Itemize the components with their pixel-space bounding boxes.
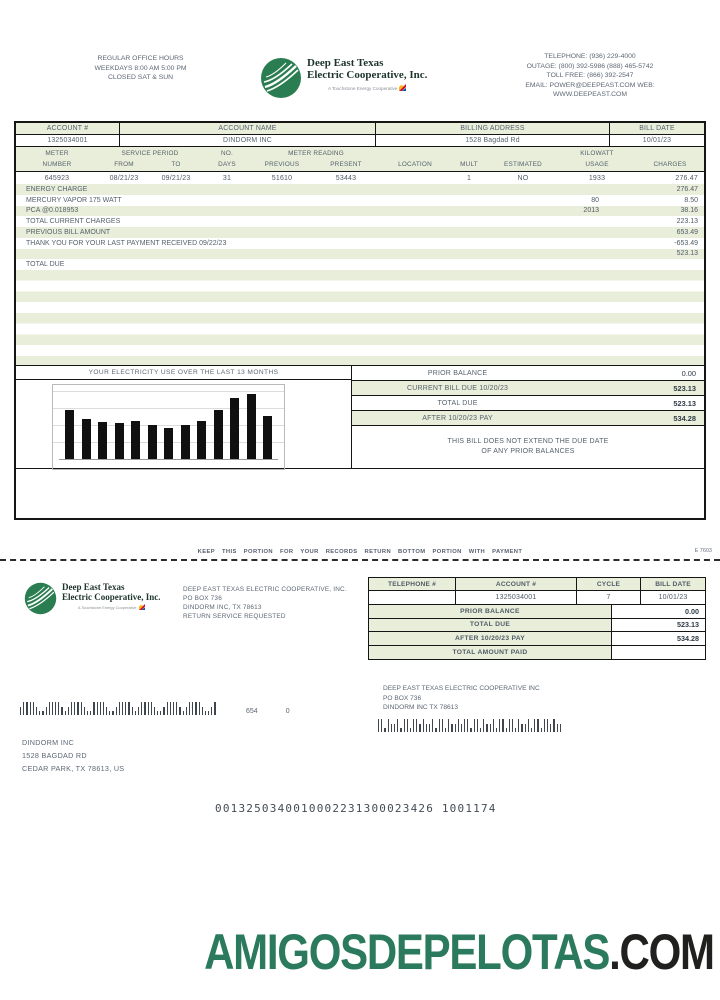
charge-row	[16, 249, 704, 260]
telephone-header: TELEPHONE #	[369, 578, 456, 590]
usage-chart	[16, 366, 352, 468]
site-watermark	[204, 923, 714, 981]
bill-date-value: 10/01/23	[642, 137, 672, 144]
stub-total-due-row: TOTAL DUE 523.13	[369, 619, 705, 633]
charge-row	[16, 216, 704, 227]
usage-header: USAGE	[585, 161, 609, 168]
to-value: 09/21/23	[161, 175, 191, 182]
watermark-name: AMIGOSDEPELOTAS	[204, 924, 610, 980]
form-code: E 7603	[694, 548, 712, 554]
charge-qty: 2013	[583, 207, 599, 215]
postal-barcode	[378, 718, 563, 732]
summary-row	[352, 366, 704, 381]
prior-balance-label: PRIOR BALANCE	[427, 369, 488, 377]
usage-bar	[82, 419, 91, 459]
recipient-address-block: DINDORM INC 1528 BAGDAD RD CEDAR PARK, TX 78613, US	[22, 738, 125, 773]
stub-summary-table	[368, 577, 706, 660]
meter-reading-header: METER READING	[288, 150, 344, 157]
company-logo	[260, 57, 427, 104]
contact-line: TOLL FREE: (866) 392-2547	[546, 72, 634, 79]
charge-amount: 523.13	[676, 250, 698, 258]
mult-header: MULT	[460, 161, 478, 168]
charge-amount: 653.49	[676, 228, 698, 236]
days-value: 31	[222, 175, 232, 182]
usage-bar	[230, 398, 239, 459]
summary-row	[352, 411, 704, 426]
office-hours-line: CLOSED SAT & SUN	[107, 74, 174, 81]
prior-balance-value: 0.00	[681, 368, 696, 378]
usage-bar	[115, 423, 124, 459]
account-value: 1325034001	[456, 591, 577, 604]
charge-amount: 276.47	[676, 185, 698, 193]
stub-prior-balance-row: PRIOR BALANCE 0.00	[369, 605, 705, 619]
summary-row	[352, 381, 704, 396]
charge-label: PCA @0.018953	[26, 207, 79, 215]
stub-data-row	[369, 591, 705, 605]
days-header: DAYS	[218, 161, 236, 168]
logo-globe-icon	[24, 582, 57, 620]
meter-number-header: NUMBER	[42, 161, 72, 168]
contact-line: WWW.DEEPEAST.COM	[552, 91, 627, 98]
kilowatt-header: KILOWATT	[580, 150, 614, 157]
keep-portion-text: KEEP THIS PORTION FOR YOUR RECORDS RETURN BOTTOM PORTION WITH PAYMENT	[197, 549, 523, 555]
logo-name-line2: Electric Cooperative, Inc.	[307, 69, 428, 81]
coop-mailing-address: DEEP EAST TEXAS ELECTRIC COOPERATIVE INC PO BOX 736 DINDORM INC TX 78613	[383, 685, 540, 711]
stub-company-logo	[24, 582, 160, 620]
tear-off-dashed-line	[0, 559, 720, 561]
billing-address-header: BILLING ADDRESS	[376, 123, 610, 134]
charge-row	[16, 259, 704, 270]
charge-amount: 8.50	[684, 196, 698, 204]
billing-address-value: 1528 Bagdad Rd	[376, 135, 610, 146]
chart-title: YOUR ELECTRICITY USE OVER THE LAST 13 MONTHS	[16, 366, 351, 380]
charge-amount: 223.13	[676, 218, 698, 226]
meter-col-header: METER	[45, 150, 69, 157]
charge-row	[16, 206, 704, 217]
account-value-row	[16, 135, 704, 147]
chart-bars	[65, 391, 272, 459]
current-bill-due-value: 523.13	[673, 383, 696, 393]
account-number-header: ACCOUNT #	[16, 123, 120, 134]
kilowatt-usage-value: 1933	[588, 175, 606, 182]
postal-barcode	[20, 701, 218, 715]
usage-bar	[148, 425, 157, 459]
charge-label: PREVIOUS BILL AMOUNT	[26, 228, 111, 236]
usage-bar	[164, 428, 173, 459]
logo-globe-icon	[260, 57, 302, 104]
touchstone-flag-icon	[399, 84, 406, 92]
estimated-header: ESTIMATED	[504, 161, 542, 168]
meter-header-row	[16, 147, 704, 172]
present-header: PRESENT	[330, 161, 362, 168]
due-date-note: THIS BILL DOES NOT EXTEND THE DUE DATE OF ANY PRIOR BALANCES	[447, 438, 609, 455]
account-name-header: ACCOUNT NAME	[120, 123, 376, 134]
chart-baseline	[59, 459, 278, 460]
usage-and-summary-section	[16, 365, 704, 469]
current-bill-due-label: CURRENT BILL DUE 10/20/23	[407, 384, 509, 392]
charge-label: TOTAL DUE	[26, 261, 65, 269]
usage-bar	[65, 410, 74, 459]
usage-bar	[197, 421, 206, 459]
amount-summary	[352, 366, 704, 468]
office-hours-line: WEEKDAYS 8:00 AM 5:00 PM	[94, 64, 187, 72]
logo-text: Deep East Texas Electric Cooperative, Inc. A Touchstone Energy Cooperative	[62, 582, 161, 610]
charge-row	[16, 227, 704, 238]
charge-label: MERCURY VAPOR 175 WATT	[26, 196, 122, 204]
chart-area	[16, 380, 351, 468]
contact-line: TELEPHONE: (936) 229-4000	[544, 53, 636, 60]
bill-date-header: BILL DATE	[655, 580, 691, 588]
telephone-value	[369, 591, 456, 604]
from-header: FROM	[114, 161, 134, 168]
service-period-header: SERVICE PERIOD	[121, 150, 179, 157]
touchstone-flag-icon	[139, 604, 145, 611]
striped-filler	[16, 270, 704, 365]
contact-info	[468, 52, 712, 100]
remit-address-block: DEEP EAST TEXAS ELECTRIC COOPERATIVE, INC. PO BOX 736 DINDORM INC, TX 78613 RETURN SERVICE REQUESTED	[183, 586, 347, 620]
usage-bar	[263, 416, 272, 459]
charge-amount: 38.16	[680, 207, 698, 215]
office-hours-line: REGULAR OFFICE HOURS	[97, 55, 184, 62]
logo-name-line1: Deep East Texas	[307, 57, 384, 69]
sort-codes: 654 0	[246, 708, 290, 715]
cycle-header: CYCLE	[577, 578, 641, 590]
account-number-value: 1325034001	[16, 135, 120, 146]
charge-label: TOTAL CURRENT CHARGES	[26, 218, 121, 226]
contact-line: EMAIL: POWER@DEEPEAST.COM WEB:	[525, 81, 655, 89]
no-days-header: NO.	[221, 150, 233, 157]
location-header: LOCATION	[398, 161, 432, 168]
usage-bar	[214, 410, 223, 459]
mult-value: 1	[466, 175, 472, 182]
charge-row	[16, 238, 704, 249]
charge-amount: -653.49	[674, 239, 698, 247]
charge-label: ENERGY CHARGE	[26, 185, 88, 193]
cycle-value: 7	[577, 591, 641, 604]
logo-text	[307, 57, 427, 92]
present-value: 53443	[335, 175, 357, 182]
watermark-tld: .COM	[609, 924, 714, 980]
charge-row	[16, 184, 704, 195]
charge-row	[16, 195, 704, 206]
office-hours	[58, 54, 223, 83]
usage-bar	[131, 421, 140, 459]
usage-bar	[181, 425, 190, 459]
bill-date-value: 10/01/23	[658, 594, 688, 601]
bill-detail-box	[14, 121, 706, 520]
account-name-value: DINDORM INC	[120, 135, 376, 146]
charges-value: 276.47	[675, 175, 698, 182]
account-header: ACCOUNT #	[456, 578, 577, 590]
after-due-label: AFTER 10/20/23 PAY	[422, 414, 493, 422]
meter-number-value: 645923	[44, 175, 70, 182]
ocr-scanline: 0013250340010002231300023426 1001174	[215, 802, 497, 815]
logo-tagline: A Touchstone Energy Cooperative	[307, 84, 427, 92]
chart-frame	[52, 384, 285, 470]
total-due-label: TOTAL DUE	[437, 399, 478, 407]
charges-header: CHARGES	[653, 161, 687, 168]
stub-amount-paid-row: TOTAL AMOUNT PAID	[369, 646, 705, 660]
contact-line: OUTAGE: (800) 392-5986 (888) 465-5742	[526, 62, 654, 70]
previous-header: PREVIOUS	[264, 161, 300, 168]
total-due-value: 523.13	[673, 398, 696, 408]
usage-bar	[247, 394, 256, 459]
previous-value: 51610	[271, 175, 293, 182]
usage-bar	[98, 422, 107, 459]
charge-qty: 80	[591, 196, 599, 204]
charge-label: THANK YOU FOR YOUR LAST PAYMENT RECEIVED 09/22/23	[26, 239, 227, 247]
bill-date-header: BILL DATE	[639, 125, 675, 132]
account-header-row	[16, 123, 704, 135]
after-due-value: 534.28	[673, 413, 696, 423]
charges-line-items	[16, 184, 704, 270]
from-value: 08/21/23	[109, 175, 139, 182]
to-header: TO	[171, 161, 181, 168]
stub-after-due-row: AFTER 10/20/23 PAY 534.28	[369, 632, 705, 646]
stub-header-row	[369, 578, 705, 591]
summary-row	[352, 396, 704, 411]
estimated-value: NO	[517, 175, 529, 182]
